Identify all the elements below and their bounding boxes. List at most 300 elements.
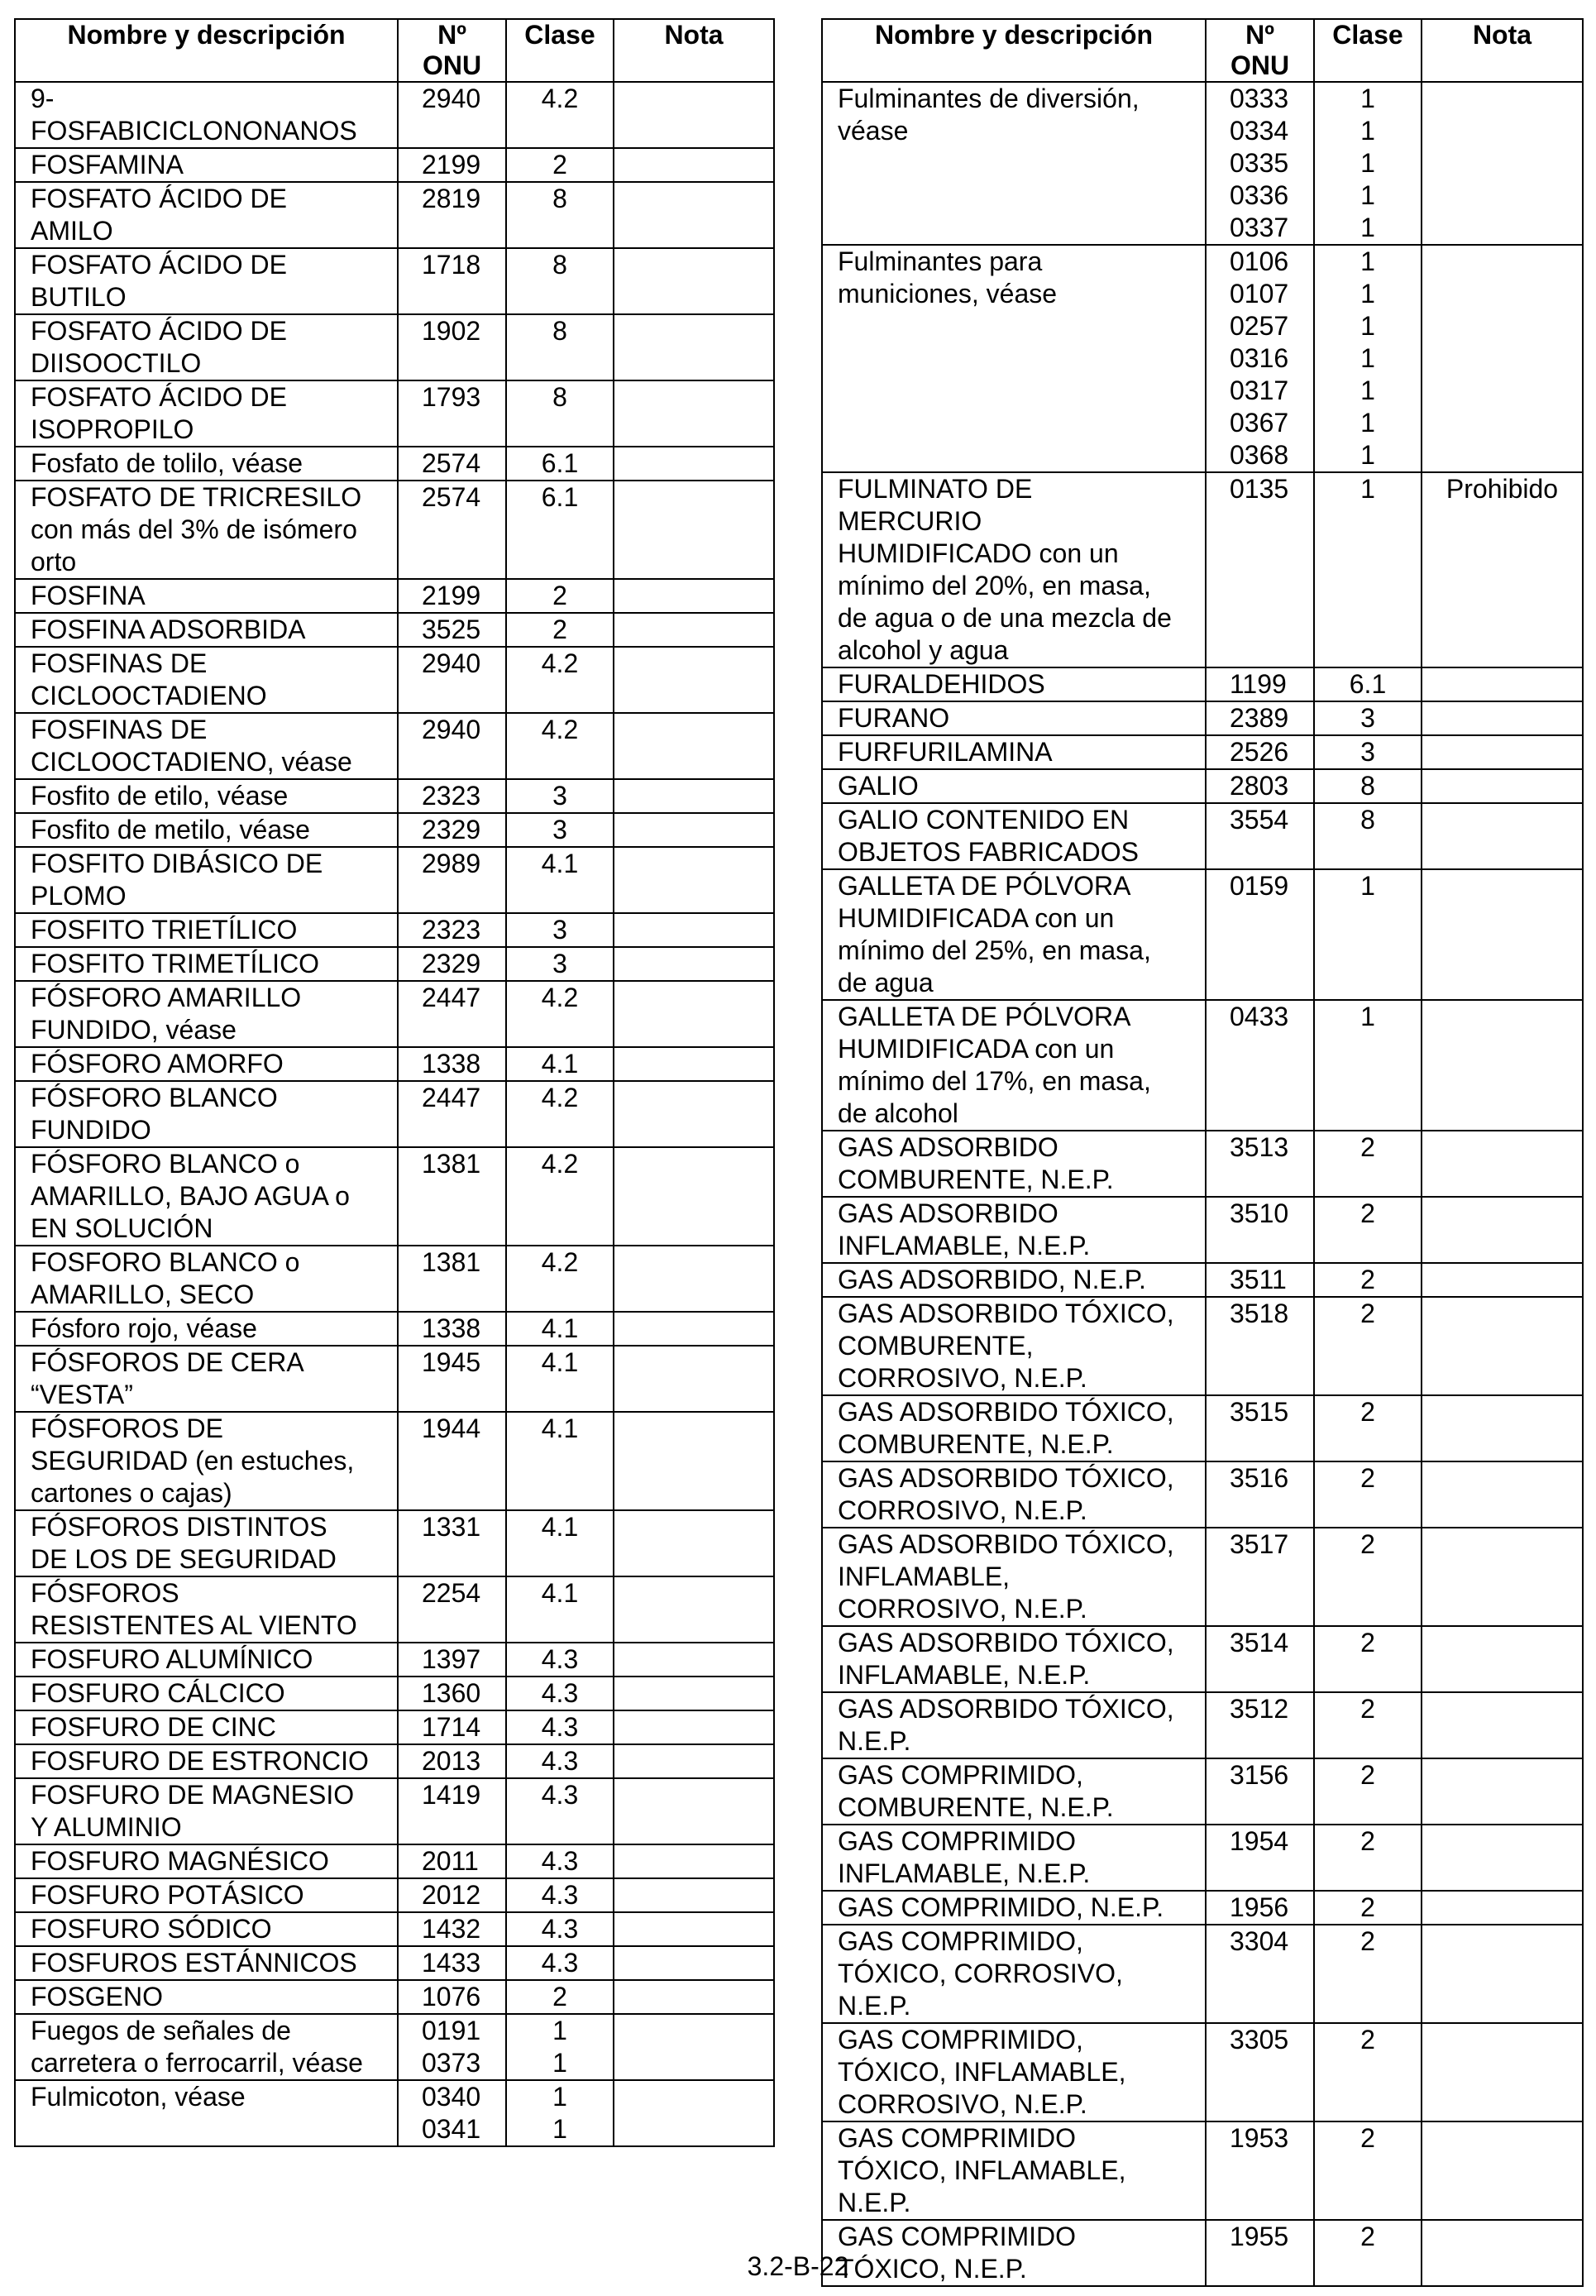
table-row [822, 1758, 1583, 1825]
class-cell-line: 1 [1360, 180, 1375, 210]
table-row [15, 1346, 774, 1412]
name-cell-line: GAS COMPRIMIDO, [838, 1760, 1083, 1790]
dangerous-goods-table-right [821, 18, 1584, 2287]
table-row [15, 148, 774, 182]
name-cell-line: FOSFINA ADSORBIDA [31, 615, 306, 644]
onu-cell [398, 847, 506, 913]
onu-cell [398, 1412, 506, 1510]
table-row [822, 1825, 1583, 1891]
name-cell-line: Fósforo rojo, véase [31, 1313, 257, 1343]
onu-cell [1206, 1825, 1314, 1891]
onu-cell [1206, 1925, 1314, 2023]
class-cell-line: 1 [1360, 375, 1375, 405]
onu-cell-line: 0334 [1230, 116, 1289, 146]
name-cell-line: Fulminantes para [838, 246, 1043, 276]
onu-cell-line: 3156 [1230, 1760, 1289, 1790]
onu-cell [1206, 1000, 1314, 1131]
header-onu-line: ONU [422, 50, 482, 80]
table-row [15, 613, 774, 647]
class-cell [1314, 769, 1422, 803]
name-cell-line: Fulmicoton, véase [31, 2082, 246, 2112]
onu-cell-line: 1199 [1230, 669, 1287, 699]
name-cell [15, 913, 398, 947]
name-cell [15, 981, 398, 1047]
name-cell-line: OBJETOS FABRICADOS [838, 837, 1139, 867]
table-header-row [15, 19, 774, 82]
class-cell-line: 2 [1360, 1132, 1375, 1162]
name-cell-line: ISOPROPILO [31, 414, 194, 444]
class-cell-line: 3 [552, 781, 567, 811]
header-onu-line: Nº [437, 20, 466, 50]
onu-cell-line: 1419 [422, 1780, 481, 1810]
onu-cell [398, 913, 506, 947]
name-cell [15, 1246, 398, 1312]
note-cell [614, 779, 774, 813]
table-row [822, 245, 1583, 472]
onu-cell [398, 1878, 506, 1912]
onu-cell-line: 2447 [422, 983, 481, 1012]
name-cell-line: CICLOOCTADIENO, véase [31, 747, 352, 777]
onu-cell [1206, 1692, 1314, 1758]
onu-cell-line: 3514 [1230, 1628, 1289, 1657]
onu-cell-line: 3305 [1230, 2025, 1289, 2054]
name-cell [15, 481, 398, 579]
header-onu-line: Nº [1245, 20, 1274, 50]
name-cell-line: N.E.P. [838, 2188, 911, 2217]
table-row [15, 380, 774, 447]
name-cell [15, 1744, 398, 1778]
name-cell-line: FÓSFOROS [31, 1578, 179, 1608]
name-cell-line: MERCURIO [838, 506, 982, 536]
class-cell [506, 1677, 614, 1710]
class-cell [506, 1878, 614, 1912]
class-cell-line: 2 [552, 150, 567, 179]
name-cell-line: COMBURENTE, [838, 1331, 1034, 1361]
table-row [15, 1643, 774, 1677]
name-cell-line: FÓSFORO AMARILLO [31, 983, 302, 1012]
name-cell-line: GAS ADSORBIDO TÓXICO, [838, 1463, 1174, 1493]
table-row [822, 1131, 1583, 1197]
class-cell-line: 4.2 [541, 1083, 579, 1112]
name-cell [15, 1147, 398, 1246]
table-row [15, 647, 774, 713]
note-cell [1422, 1131, 1583, 1197]
header-onu [398, 19, 506, 82]
onu-cell-line: 2254 [422, 1578, 481, 1608]
onu-cell [1206, 1131, 1314, 1197]
name-cell-line: GAS ADSORBIDO TÓXICO, [838, 1694, 1174, 1724]
name-cell-line: FOSFURO MAGNÉSICO [31, 1846, 329, 1876]
class-cell [1314, 1626, 1422, 1692]
onu-cell [398, 1844, 506, 1878]
name-cell-line: TÓXICO, CORROSIVO, [838, 1959, 1123, 1988]
name-cell-line: de agua o de una mezcla de [838, 603, 1172, 633]
name-cell-line: GAS COMPRIMIDO [838, 2222, 1077, 2251]
note-cell [1422, 667, 1583, 701]
name-cell [15, 1946, 398, 1980]
class-cell [506, 1346, 614, 1412]
class-cell-line: 2 [1360, 1265, 1375, 1294]
note-cell [614, 2014, 774, 2080]
table-row [822, 82, 1583, 245]
name-cell-line: CORROSIVO, N.E.P. [838, 1363, 1087, 1393]
name-cell-line: FOSFINAS DE [31, 648, 208, 678]
name-cell [15, 1047, 398, 1081]
class-cell [506, 1412, 614, 1510]
class-cell-line: 4.1 [541, 1413, 579, 1443]
note-cell [614, 647, 774, 713]
onu-cell-line: 0433 [1230, 1002, 1289, 1031]
note-cell [614, 1878, 774, 1912]
note-cell [1422, 245, 1583, 472]
onu-cell [1206, 1891, 1314, 1925]
name-cell-line: Y ALUMINIO [31, 1812, 182, 1842]
note-cell [614, 1844, 774, 1878]
table-row [15, 1246, 774, 1312]
name-cell-line: GAS ADSORBIDO, N.E.P. [838, 1265, 1146, 1294]
note-cell [614, 1081, 774, 1147]
table-body-left [15, 82, 774, 2146]
name-cell-line: FÓSFOROS DE CERA [31, 1347, 304, 1377]
name-cell [15, 1778, 398, 1844]
onu-cell [398, 613, 506, 647]
class-cell [506, 647, 614, 713]
name-cell-line: PLOMO [31, 881, 127, 911]
class-cell [1314, 701, 1422, 735]
note-cell [1422, 1461, 1583, 1528]
onu-cell [398, 82, 506, 148]
onu-cell-line: 2199 [422, 581, 481, 610]
onu-cell [1206, 245, 1314, 472]
class-cell-line: 4.1 [541, 1313, 579, 1343]
name-cell [822, 1297, 1206, 1395]
onu-cell-line: 0340 [422, 2082, 481, 2112]
onu-cell-line: 1331 [422, 1512, 481, 1542]
name-cell-line: FÓSFORO AMORFO [31, 1049, 284, 1079]
class-cell-line: 1 [1360, 246, 1375, 276]
table-row [15, 913, 774, 947]
name-cell [15, 1412, 398, 1510]
class-cell [506, 1912, 614, 1946]
class-cell-line: 2 [1360, 1299, 1375, 1328]
name-cell-line: N.E.P. [838, 1991, 911, 2021]
onu-cell [398, 314, 506, 380]
table-row [822, 1197, 1583, 1263]
name-cell-line: carretera o ferrocarril, véase [31, 2048, 363, 2078]
note-cell [614, 182, 774, 248]
class-cell-line: 4.1 [541, 1049, 579, 1079]
table-row [822, 803, 1583, 869]
header-clase: Clase [506, 19, 614, 82]
table-row [15, 481, 774, 579]
class-cell-line: 2 [1360, 1529, 1375, 1559]
name-cell-line: GAS COMPRIMIDO [838, 1826, 1077, 1856]
onu-cell-line: 0337 [1230, 213, 1289, 242]
onu-cell-line: 2389 [1230, 703, 1289, 733]
name-cell [15, 314, 398, 380]
table-row [822, 1528, 1583, 1626]
onu-cell [398, 947, 506, 981]
class-cell [506, 1147, 614, 1246]
onu-cell-line: 2323 [422, 781, 481, 811]
note-cell [1422, 2023, 1583, 2121]
name-cell [822, 1461, 1206, 1528]
onu-cell-line: 1338 [422, 1313, 481, 1343]
table-row [15, 1312, 774, 1346]
onu-cell [398, 2014, 506, 2080]
onu-cell-line: 0107 [1230, 279, 1289, 309]
class-cell-line: 8 [1360, 771, 1375, 801]
onu-cell [1206, 2121, 1314, 2220]
note-cell [614, 1912, 774, 1946]
note-cell [614, 913, 774, 947]
class-cell [1314, 2121, 1422, 2220]
name-cell [822, 1891, 1206, 1925]
class-cell [506, 1844, 614, 1878]
name-cell [15, 579, 398, 613]
name-cell [15, 847, 398, 913]
name-cell-line: Fulminantes de diversión, [838, 84, 1140, 113]
note-cell [614, 1744, 774, 1778]
class-cell [1314, 1758, 1422, 1825]
note-cell [1422, 869, 1583, 1000]
onu-cell-line: 2199 [422, 150, 481, 179]
note-cell [1422, 1528, 1583, 1626]
class-cell [506, 579, 614, 613]
table-row [822, 2121, 1583, 2220]
name-cell-line: FÓSFOROS DISTINTOS [31, 1512, 327, 1542]
class-cell-line: 4.1 [541, 1578, 579, 1608]
name-cell-line: FOSFITO DIBÁSICO DE [31, 849, 323, 878]
note-cell [1422, 1825, 1583, 1891]
name-cell-line: véase [838, 116, 909, 146]
name-cell-line: DIISOOCTILO [31, 348, 202, 378]
class-cell-line: 4.3 [541, 1712, 579, 1742]
onu-cell-line: 1956 [1230, 1892, 1289, 1922]
onu-cell-line: 3525 [422, 615, 481, 644]
onu-cell [1206, 701, 1314, 735]
class-cell [506, 481, 614, 579]
class-cell [506, 314, 614, 380]
table-header-row [822, 19, 1583, 82]
onu-cell [398, 779, 506, 813]
onu-cell [1206, 1528, 1314, 1626]
name-cell-line: N.E.P. [838, 1726, 911, 1756]
name-cell-line: AMARILLO, SECO [31, 1280, 255, 1309]
onu-cell [398, 981, 506, 1047]
class-cell [506, 1946, 614, 1980]
onu-cell [398, 1778, 506, 1844]
note-cell [1422, 2121, 1583, 2220]
onu-cell [398, 1576, 506, 1643]
onu-cell [398, 248, 506, 314]
class-cell [1314, 1000, 1422, 1131]
table-row [822, 1000, 1583, 1131]
note-cell [614, 481, 774, 579]
onu-cell-line: 1944 [422, 1413, 481, 1443]
name-cell [15, 779, 398, 813]
name-cell [15, 1980, 398, 2014]
class-cell [506, 1744, 614, 1778]
table-row [822, 667, 1583, 701]
name-cell [822, 1692, 1206, 1758]
table-row [15, 1576, 774, 1643]
onu-cell-line: 0135 [1230, 474, 1289, 504]
class-cell [506, 1246, 614, 1312]
onu-cell [398, 1946, 506, 1980]
name-cell [15, 2014, 398, 2080]
onu-cell-line: 2940 [422, 715, 481, 744]
name-cell-line: FÓSFORO BLANCO o [31, 1149, 300, 1179]
class-cell-line: 1 [552, 2048, 567, 2078]
name-cell-line: mínimo del 25%, en masa, [838, 935, 1151, 965]
note-cell [614, 947, 774, 981]
name-cell [15, 182, 398, 248]
onu-cell [1206, 2023, 1314, 2121]
name-cell-line: FOSFINAS DE [31, 715, 208, 744]
onu-cell [398, 2080, 506, 2146]
class-cell-line: 4.3 [541, 1644, 579, 1674]
onu-cell-line: 3518 [1230, 1299, 1289, 1328]
class-cell-line: 4.1 [541, 1347, 579, 1377]
onu-cell [1206, 82, 1314, 245]
name-cell-line: FOSFAMINA [31, 150, 184, 179]
class-cell-line: 8 [552, 184, 567, 213]
onu-cell [1206, 1197, 1314, 1263]
class-cell [1314, 82, 1422, 245]
name-cell-line: BUTILO [31, 282, 127, 312]
onu-cell-line: 2011 [422, 1846, 479, 1876]
onu-cell [1206, 1263, 1314, 1297]
table-row [15, 1744, 774, 1778]
class-cell-line: 2 [1360, 1892, 1375, 1922]
class-cell-line: 1 [1360, 343, 1375, 373]
onu-cell-line: 2329 [422, 815, 481, 844]
class-cell [1314, 1395, 1422, 1461]
table-row [15, 182, 774, 248]
note-cell [614, 1576, 774, 1643]
name-cell-line: GAS COMPRIMIDO, N.E.P. [838, 1892, 1164, 1922]
table-row [822, 1925, 1583, 2023]
onu-cell-line: 0106 [1230, 246, 1289, 276]
class-cell-line: 2 [1360, 1826, 1375, 1856]
name-cell [15, 447, 398, 481]
onu-cell-line: 0373 [422, 2048, 481, 2078]
class-cell-line: 2 [552, 615, 567, 644]
name-cell-line: GALIO [838, 771, 919, 801]
onu-cell-line: 1397 [422, 1644, 481, 1674]
onu-cell-line: 1338 [422, 1049, 481, 1079]
class-cell [1314, 1297, 1422, 1395]
onu-cell-line: 0316 [1230, 343, 1289, 373]
name-cell [822, 1395, 1206, 1461]
class-cell-line: 4.3 [541, 1914, 579, 1944]
class-cell-line: 4.2 [541, 1247, 579, 1277]
class-cell [506, 1643, 614, 1677]
table-body-right [822, 82, 1583, 2286]
name-cell-line: mínimo del 17%, en masa, [838, 1066, 1151, 1096]
name-cell [15, 2080, 398, 2146]
name-cell [822, 245, 1206, 472]
name-cell-line: INFLAMABLE, N.E.P. [838, 1660, 1091, 1690]
onu-cell-line: 2329 [422, 949, 481, 978]
onu-cell [398, 1912, 506, 1946]
name-cell [822, 1263, 1206, 1297]
class-cell [1314, 869, 1422, 1000]
onu-cell [398, 380, 506, 447]
name-cell [822, 735, 1206, 769]
name-cell-line: FOSFATO ÁCIDO DE [31, 382, 287, 412]
name-cell-line: GAS COMPRIMIDO [838, 2123, 1077, 2153]
name-cell [822, 1626, 1206, 1692]
table-row [822, 735, 1583, 769]
name-cell-line: FOSFURO ALUMÍNICO [31, 1644, 313, 1674]
class-cell-line: 4.1 [541, 1512, 579, 1542]
name-cell-line: FOSFATO ÁCIDO DE [31, 184, 287, 213]
class-cell-line: 2 [1360, 2025, 1375, 2054]
onu-cell [398, 1677, 506, 1710]
name-cell-line: SEGURIDAD (en estuches, [31, 1446, 355, 1476]
class-cell-line: 4.1 [541, 849, 579, 878]
class-cell [506, 1710, 614, 1744]
table-row [822, 1891, 1583, 1925]
table-row [15, 1912, 774, 1946]
name-cell [15, 1710, 398, 1744]
class-cell-line: 1 [1360, 871, 1375, 901]
name-cell-line: CORROSIVO, N.E.P. [838, 2089, 1087, 2119]
table-row [822, 1395, 1583, 1461]
class-cell [506, 248, 614, 314]
name-cell-line: “VESTA” [31, 1380, 133, 1409]
class-cell-line: 1 [1360, 148, 1375, 178]
onu-cell [398, 713, 506, 779]
name-cell-line: TÓXICO, N.E.P. [838, 2254, 1027, 2284]
onu-cell [398, 579, 506, 613]
onu-cell [398, 447, 506, 481]
note-cell [614, 1412, 774, 1510]
header-name: Nombre y descripción [822, 19, 1206, 82]
note-cell [1422, 1891, 1583, 1925]
name-cell [822, 472, 1206, 667]
name-cell-line: FUNDIDO, véase [31, 1015, 237, 1045]
onu-cell [1206, 472, 1314, 667]
onu-cell [1206, 869, 1314, 1000]
class-cell-line: 8 [552, 316, 567, 346]
note-cell [614, 1677, 774, 1710]
note-cell [614, 1643, 774, 1677]
table-row [822, 1297, 1583, 1395]
onu-cell [1206, 1461, 1314, 1528]
note-cell [614, 1047, 774, 1081]
onu-cell [398, 813, 506, 847]
name-cell-line: HUMIDIFICADA con un [838, 903, 1115, 933]
onu-cell-line: 0333 [1230, 84, 1289, 113]
note-cell [614, 248, 774, 314]
name-cell-line: con más del 3% de isómero [31, 514, 357, 544]
class-cell-line: 1 [1360, 84, 1375, 113]
name-cell [15, 647, 398, 713]
name-cell-line: CORROSIVO, N.E.P. [838, 1594, 1087, 1624]
class-cell [1314, 1461, 1422, 1528]
onu-cell-line: 0367 [1230, 408, 1289, 438]
name-cell-line: FOSFATO ÁCIDO DE [31, 316, 287, 346]
onu-cell-line: 2940 [422, 84, 481, 113]
onu-cell [398, 647, 506, 713]
header-onu [1206, 19, 1314, 82]
name-cell-line: FOSFABICICLONONANOS [31, 116, 357, 146]
onu-cell [398, 182, 506, 248]
table-row [15, 1878, 774, 1912]
